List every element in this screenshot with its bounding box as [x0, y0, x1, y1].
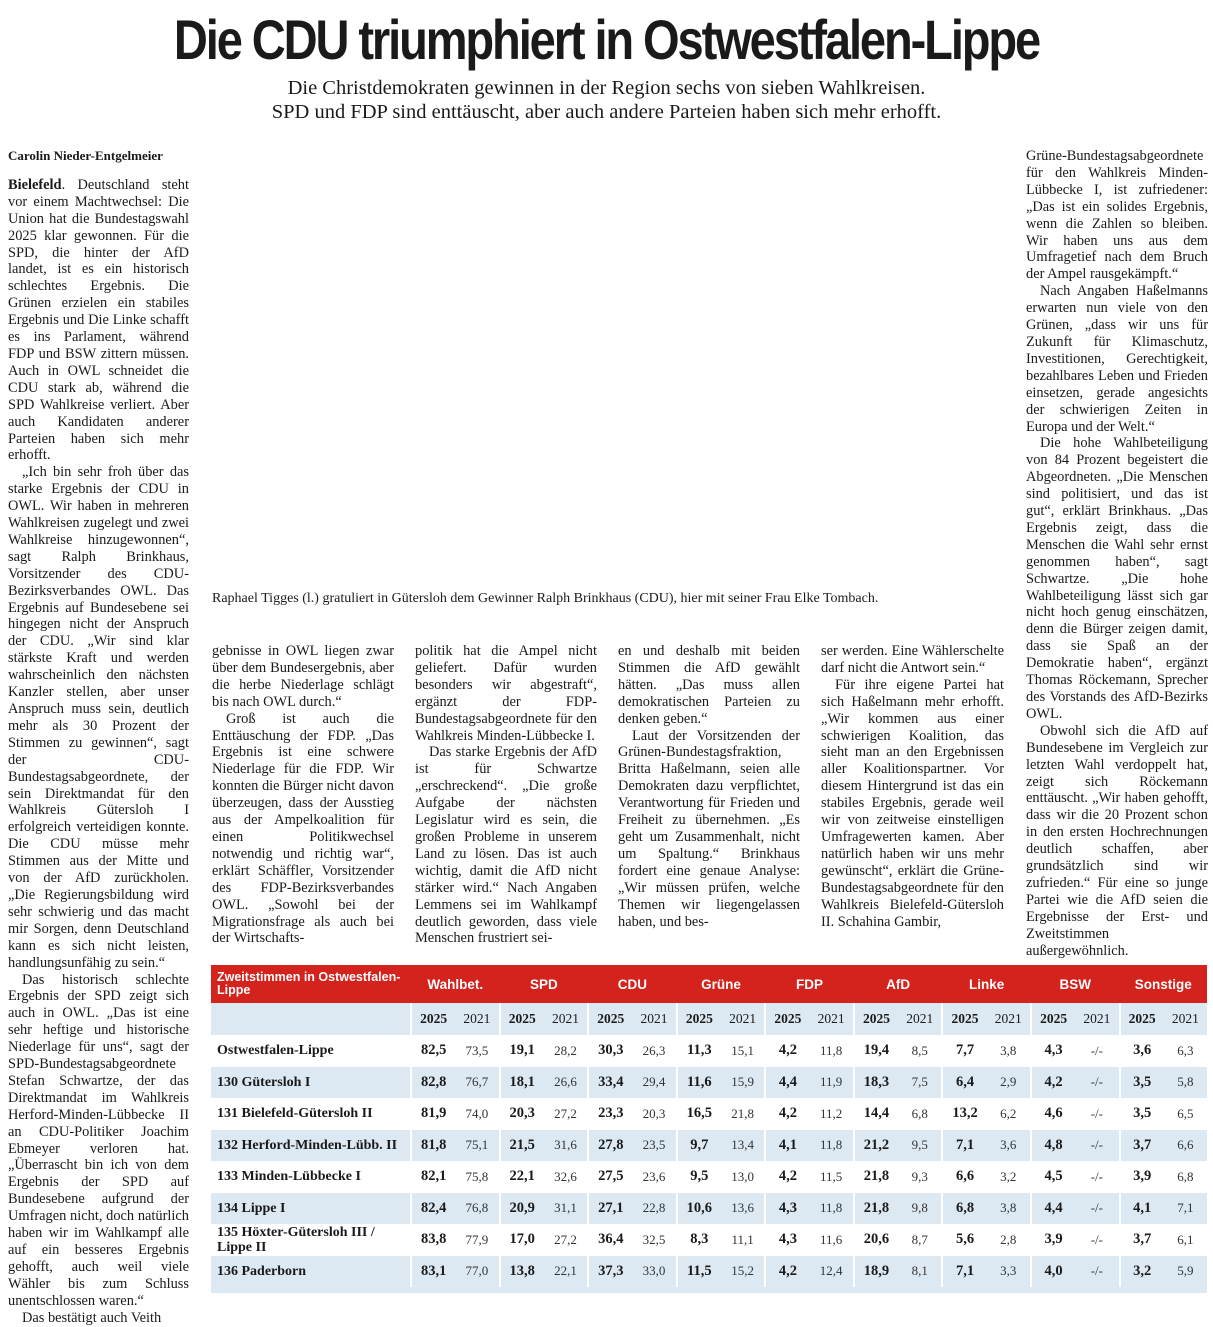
table-cell: 83,1	[411, 1256, 455, 1288]
table-cell: 75,1	[465, 1137, 489, 1153]
table-year-cell: 2025	[500, 1003, 544, 1035]
table-cell: 11,2	[820, 1105, 843, 1121]
table-cell: 12,4	[819, 1263, 843, 1279]
table-cell: -/-	[1090, 1042, 1103, 1058]
table-cell: 11,5	[820, 1168, 843, 1184]
table-cell: 20,3	[500, 1098, 544, 1130]
table-cell: 6,2	[1000, 1105, 1017, 1121]
table-year-cell: 2021	[463, 1011, 491, 1026]
table-cell: 27,2	[554, 1231, 577, 1247]
paragraph: politik hat die Ampel nicht geliefert. Dafür wurden besonders wir abgestraft“, ergänzt der FDP-Bundestagsabgeordnete für den Wahlkreis Minden-Lübbecke I.	[415, 643, 597, 744]
table-row-label: 136 Paderborn	[217, 1263, 307, 1279]
article-column-4	[618, 643, 800, 930]
table-cell: 15,9	[731, 1074, 754, 1090]
table-cell: 2,9	[1000, 1074, 1017, 1090]
table-cell: 4,2	[765, 1161, 809, 1193]
table-year-cell: 2025	[677, 1003, 721, 1035]
table-cell: 4,2	[765, 1098, 809, 1130]
table-cell: 6,6	[942, 1161, 986, 1193]
table-cell: 21,8	[731, 1105, 754, 1121]
table-cell: 13,0	[731, 1168, 754, 1184]
table-cell: 33,0	[642, 1263, 666, 1279]
table-cell: 18,3	[854, 1067, 898, 1099]
table-cell: 21,8	[854, 1161, 898, 1193]
table-cell: 22,1	[500, 1161, 544, 1193]
table-cell	[211, 1003, 411, 1035]
table-column-header: FDP	[796, 976, 824, 992]
paragraph: Das starke Ergebnis der AfD ist für Schwartze „erschreckend“. „Die große Aufgabe der nächsten Legislatur wird es sein, die großen Probleme in unserem Land zu lösen. Das ist auch wichtig, damit die AfD nicht stärker wird.“ Nach Angaben Lemmens sei im Wahlkampf deutlich geworden, dass viele Menschen frustriert sei-	[415, 744, 597, 947]
table-row-label: 130 Gütersloh I	[217, 1074, 311, 1090]
table-column-header: AfD	[886, 976, 911, 992]
table-cell: 20,3	[642, 1105, 666, 1121]
table-row-label: 132 Herford-Minden-Lübb. II	[217, 1137, 398, 1153]
paragraph: ser werden. Eine Wählerschelte darf nicht die Antwort sein.“	[821, 643, 1004, 676]
table-cell: 7,7	[942, 1035, 986, 1067]
table-cell: 20,6	[854, 1224, 898, 1256]
table-cell: 76,7	[465, 1074, 489, 1090]
table-cell: 27,5	[588, 1161, 632, 1193]
table-cell: 23,5	[642, 1137, 666, 1153]
dateline: Bielefeld	[8, 176, 62, 193]
table-cell: 82,5	[411, 1035, 455, 1067]
table-cell: 15,1	[731, 1042, 754, 1058]
table-cell: 3,8	[1000, 1042, 1017, 1058]
table-year-cell: 2025	[411, 1003, 455, 1035]
table-cell: 22,1	[554, 1263, 577, 1279]
table-cell: 22,8	[642, 1200, 666, 1216]
table-cell: 4,2	[765, 1256, 809, 1288]
table-column-header: Grüne	[701, 976, 741, 992]
table-cell: 3,5	[1120, 1098, 1164, 1130]
table-cell: 4,3	[1031, 1035, 1075, 1067]
table-year-cell: 2025	[1031, 1003, 1075, 1035]
table-cell: -/-	[1090, 1105, 1103, 1121]
paragraph: Für ihre eigene Partei hat sich Haßelmann mehr erhofft. „Wir kommen aus einer schwierigen Koalition, das sieht man an den Ergebnissen aller Koalitionspartner. Vor diesem Hintergrund ist das ein stabiles Ergebnis, gerade weil wir von zeitweise einstelligen Umfragewerten kamen. Aber natürlich haben wir uns mehr gewünscht“, erklärt die Grüne-Bundestagsabgeordnete für den Wahlkreis Bielefeld-Gütersloh II. Schahina Gambir,	[821, 676, 1004, 930]
table-cell: 4,3	[765, 1193, 809, 1225]
table-cell: 6,6	[1177, 1137, 1194, 1153]
table-cell: 23,3	[588, 1098, 632, 1130]
table-column-header: SPD	[529, 976, 558, 992]
table-row-label: Ostwestfalen-Lippe	[217, 1043, 334, 1059]
table-cell: 7,1	[942, 1130, 986, 1162]
table-year-cell: 2025	[942, 1003, 986, 1035]
table-cell: 10,6	[677, 1193, 721, 1225]
table-cell: 11,1	[731, 1231, 754, 1247]
table-row-label: 133 Minden-Lübbecke I	[217, 1169, 361, 1185]
table-cell: 6,8	[1177, 1168, 1194, 1184]
table-year-cell: 2025	[765, 1003, 809, 1035]
table-cell: 5,8	[1177, 1074, 1194, 1090]
table-bottom-band	[211, 1287, 1207, 1293]
table-column-header: CDU	[617, 976, 648, 992]
table-cell: 4,1	[1120, 1193, 1164, 1225]
table-cell: 19,1	[500, 1035, 544, 1067]
table-cell: 36,4	[588, 1224, 632, 1256]
table-cell: 3,8	[1000, 1200, 1017, 1216]
table-cell: -/-	[1090, 1231, 1103, 1247]
paragraph: Bielefeld. Deutschland steht vor einem Machtwechsel: Die Union hat die Bundestagswahl 2025 klar gewonnen. Für die SPD, die hinter der AfD landet, ist es ein historisch schlechtes Ergebnis. Die Grünen erzielen ein stabiles Ergebnis und Die Linke schafft es ins Parlament, während FDP und BSW zittern müssen. Auch in OWL schneidet die CDU stark ab, während die SPD Wahlkreise verliert. Aber auch Kandidaten anderer Parteien haben sich mehr erhofft.	[8, 176, 189, 464]
table-row	[211, 1224, 1207, 1256]
table-year-cell: 2021	[994, 1011, 1022, 1026]
table-cell: 32,6	[554, 1168, 577, 1184]
table-row	[211, 1161, 1207, 1193]
photo	[212, 148, 1007, 580]
table-cell: -/-	[1090, 1200, 1103, 1216]
table-cell: 3,7	[1120, 1224, 1164, 1256]
table-cell: 7,5	[911, 1074, 928, 1090]
author: Carolin Nieder-Entgelmeier	[8, 148, 163, 163]
table-cell: 5,9	[1177, 1263, 1194, 1279]
table-cell: 4,4	[765, 1067, 809, 1099]
table-cell: 75,8	[465, 1168, 489, 1184]
paragraph: Groß ist auch die Enttäuschung der FDP. „Das Ergebnis ist eine schwere Niederlage für die FDP. Wir konnten die Bürger nicht davon überzeugen, dass der Ausstieg aus der Ampelkoalition für einen Politikwechsel notwendig und richtig war“, erklärt Schäffler, Vorsitzender des FDP-Bezirksverbandes OWL. „Sowohl bei der Migrationsfrage als auch bei der Wirtschafts-	[212, 710, 394, 947]
table-cell: 5,6	[942, 1224, 986, 1256]
table-cell: 13,2	[942, 1098, 986, 1130]
table-cell: 11,6	[820, 1231, 843, 1247]
table-cell: 81,8	[411, 1130, 455, 1162]
table-cell: 6,3	[1177, 1042, 1194, 1058]
table-cell: -/-	[1090, 1168, 1103, 1184]
table-cell: 8,7	[911, 1231, 928, 1247]
table-cell: 19,4	[854, 1035, 898, 1067]
table-cell: 4,2	[1031, 1067, 1075, 1099]
table-cell: 3,2	[1000, 1168, 1017, 1184]
table-year-cell: 2021	[551, 1011, 579, 1026]
table-cell: 3,5	[1120, 1067, 1164, 1099]
table-cell: 29,4	[642, 1074, 666, 1090]
table-cell: 6,5	[1177, 1105, 1194, 1121]
table-row	[211, 1130, 1207, 1162]
table-cell: -/-	[1090, 1263, 1103, 1279]
table-cell: 81,9	[411, 1098, 455, 1130]
table-cell: 83,8	[411, 1224, 455, 1256]
table-cell: 31,1	[554, 1200, 577, 1216]
table-cell: 8,3	[677, 1224, 721, 1256]
table-cell: 3,6	[1120, 1035, 1164, 1067]
table-cell: 4,3	[765, 1224, 809, 1256]
table-column-header: Sonstige	[1134, 976, 1192, 992]
table-cell: 11,8	[820, 1200, 843, 1216]
table-cell: 3,6	[1000, 1137, 1017, 1153]
table-year-cell: 2025	[1120, 1003, 1164, 1035]
table-cell: 4,4	[1031, 1193, 1075, 1225]
table-cell: 3,9	[1031, 1224, 1075, 1256]
table-cell: 20,9	[500, 1193, 544, 1225]
table-cell: 4,6	[1031, 1098, 1075, 1130]
subhead	[0, 76, 1213, 124]
table-cell: 77,9	[465, 1231, 489, 1247]
table-cell: 9,5	[677, 1161, 721, 1193]
table-year-cell: 2021	[817, 1011, 845, 1026]
table-year-cell: 2021	[1083, 1011, 1111, 1026]
table-cell: 30,3	[588, 1035, 632, 1067]
table-cell: 14,4	[854, 1098, 898, 1130]
table-column-header: Wahlbet.	[427, 976, 484, 992]
table-cell: 77,0	[465, 1263, 489, 1279]
table-cell: 33,4	[588, 1067, 632, 1099]
table-year-cell: 2021	[729, 1011, 757, 1026]
table-cell: 3,9	[1120, 1161, 1164, 1193]
table-cell: 17,0	[500, 1224, 544, 1256]
table-cell: 6,1	[1177, 1231, 1194, 1247]
table-cell: 9,5	[911, 1137, 928, 1153]
table-row-label: 135 Höxter-Gütersloh III / Lippe II	[217, 1224, 375, 1255]
table-cell: -/-	[1090, 1137, 1103, 1153]
table-cell: 3,2	[1120, 1256, 1164, 1288]
table-cell: 4,1	[765, 1130, 809, 1162]
table-year-row	[211, 1003, 1207, 1035]
table-cell: 3,3	[1000, 1263, 1017, 1279]
table-cell: 9,7	[677, 1130, 721, 1162]
article-column-5	[821, 643, 1004, 930]
table-cell: 32,5	[642, 1231, 666, 1247]
paragraph: Das historisch schlechte Ergebnis der SPD zeigt sich auch in OWL. „Das ist eine sehr heftige und historische Niederlage für uns“, sagt der SPD-Bundestagsabgeordnete Stefan Schwartze, der das Direktmandat im Wahlkreis Herford-Minden-Lübbecke II an CDU-Politiker Joachim Ebmeyer verloren hat. „Überrascht bin ich von dem Ergebnis der SPD auf Bundesebene aufgrund der Umfragen nicht, doch natürlich haben wir im Wahlkampf alle auf ein besseres Ergebnis gehofft, auch weil viele Wähler bis zum Schluss unentschlossen waren.“	[8, 971, 189, 1309]
table-cell: 4,5	[1031, 1161, 1075, 1193]
table-row-label: 131 Bielefeld-Gütersloh II	[217, 1106, 373, 1122]
paragraph: en und deshalb mit beiden Stimmen die AfD gewählt hätten. „Das muss allen demokratischen Parteien zu denken geben.“	[618, 643, 800, 727]
table-cell: 2,8	[1000, 1231, 1017, 1247]
results-table	[211, 965, 1207, 1287]
table-cell: 27,2	[554, 1105, 577, 1121]
table-cell: -/-	[1090, 1074, 1103, 1090]
table-cell: 18,1	[500, 1067, 544, 1099]
table-cell: 31,6	[554, 1137, 577, 1153]
table-row	[211, 1193, 1207, 1225]
table-year-cell: 2025	[588, 1003, 632, 1035]
table-cell: 21,5	[500, 1130, 544, 1162]
article-column-6	[1026, 148, 1208, 960]
table-cell: 27,1	[588, 1193, 632, 1225]
table-cell: 11,6	[677, 1067, 721, 1099]
table-row-label: 134 Lippe I	[217, 1200, 286, 1216]
paragraph: gebnisse in OWL liegen zwar über dem Bundesergebnis, aber die herbe Niederlage schlägt bis nach OWL durch.“	[212, 643, 394, 710]
table-cell: 4,8	[1031, 1130, 1075, 1162]
table-row	[211, 1098, 1207, 1130]
table-row	[211, 1067, 1207, 1099]
table-row	[211, 1256, 1207, 1288]
paragraph: Laut der Vorsitzenden der Grünen-Bundestagsfraktion, Britta Haßelmann, seien alle Demokraten dazu verpflichtet, Verantwortung für Frieden und Freiheit zu übernehmen. „Es geht um Zusammenhalt, nicht um Spaltung.“ Brinkhaus fordert eine genaue Analyse: „Wir müssen prüfen, welche Themen wir liegengelassen haben, und bes-	[618, 727, 800, 930]
table-cell: 11,3	[677, 1035, 721, 1067]
table-cell: 82,8	[411, 1067, 455, 1099]
table-cell: 7,1	[1177, 1200, 1194, 1216]
subhead-line: SPD und FDP sind enttäuscht, aber auch andere Parteien haben sich mehr erhofft.	[271, 101, 942, 123]
table-cell: 11,8	[820, 1137, 843, 1153]
table-cell: 13,8	[500, 1256, 544, 1288]
table-header-row	[211, 965, 1207, 1003]
table-cell: 4,0	[1031, 1256, 1075, 1288]
table-year-cell: 2025	[854, 1003, 898, 1035]
paragraph: Grüne-Bundestagsabgeordnete für den Wahlkreis Minden-Lübbecke I, ist zufriedener: „Das ist ein solides Ergebnis, wenn die Zahlen so bleiben. Wir haben uns aus dem Umfragetief nach dem Bruch der Ampel rausgekämpft.“	[1026, 148, 1208, 283]
table-cell: 9,3	[911, 1168, 928, 1184]
paragraph: Die hohe Wahlbeteiligung von 84 Prozent begeistert die Abgeordneten. „Die Menschen sind politisiert, und das ist gut“, erklärt Brinkhaus. „Das Ergebnis zeigt, dass die Menschen die Wahl sehr ernst genommen haben“, sagt Schwartze. „Die hohe Wahlbeteiligung lässt sich gar nicht hoch genug einschätzen, denn die Bürger zeigen damit, dass sie Spaß an der Demokratie haben“, ergänzt Thomas Röckemann, Sprecher des Vorstands des AfD-Bezirks OWL.	[1026, 435, 1208, 722]
table-row	[211, 1035, 1207, 1067]
table-cell: 37,3	[588, 1256, 632, 1288]
headline: Die CDU triumphiert in Ostwestfalen-Lippe	[173, 8, 1040, 71]
table-cell: 82,4	[411, 1193, 455, 1225]
table-cell: 8,1	[911, 1263, 928, 1279]
table-cell: 11,9	[820, 1074, 843, 1090]
table-cell: 73,5	[465, 1042, 489, 1058]
table-cell: 21,2	[854, 1130, 898, 1162]
table-cell: 21,8	[854, 1193, 898, 1225]
table-cell: 82,1	[411, 1161, 455, 1193]
table-cell: 76,8	[465, 1200, 489, 1216]
table-year-cell: 2021	[640, 1011, 668, 1026]
photo-caption: Raphael Tigges (l.) gratuliert in Gütersloh dem Gewinner Ralph Brinkhaus (CDU), hier mit seiner Frau Elke Tombach.	[212, 591, 879, 606]
paragraph: Nach Angaben Haßelmanns erwarten nun viele von den Grünen, „dass wir uns für Zukunft für Klimaschutz, Investitionen, Gerechtigkeit, bezahlbares Leben und Frieden einsetzen, gerade angesichts der schwierigen Zeiten in Europa und der Welt.“	[1026, 283, 1208, 435]
table-year-cell: 2021	[906, 1011, 934, 1026]
table-cell: 11,5	[677, 1256, 721, 1288]
table-cell: 9,8	[911, 1200, 928, 1216]
table-column-header: BSW	[1059, 976, 1091, 992]
table-cell: 6,8	[911, 1105, 928, 1121]
table-column-header: Linke	[969, 976, 1005, 992]
subhead-line: Die Christdemokraten gewinnen in der Region sechs von sieben Wahlkreisen.	[287, 77, 926, 99]
paragraph: „Ich bin sehr froh über das starke Ergebnis der CDU in OWL. Wir haben in mehreren Wahlkreisen zugelegt und zwei Wahlkreise hinzugewonnen“, sagt Ralph Brinkhaus, Vorsitzender des CDU-Bezirksverbandes OWL. Das Ergebnis auf Bundesebene sei hingegen nicht der Anspruch der CDU. „Wir sind klar stärkste Kraft und werden wahrscheinlich den nächsten Kanzler stellen, aber unser Anspruch muss sein, deutlich mehr als 30 Prozent der Stimmen zu gewinnen“, sagt der CDU-Bundestagsabgeordnete, der sein Direktmandat für den Wahlkreis Gütersloh I erfolgreich verteidigen konnte. Die CDU müsse mehr Stimmen aus der Mitte und von der AfD zurückholen. „Die Regierungsbildung wird sehr schwierig und das macht mir Sorgen, denn Deutschland kann es sich nicht leisten, handlungsunfähig zu sein.“	[8, 464, 189, 971]
table-cell: 7,1	[942, 1256, 986, 1288]
table-cell: 74,0	[465, 1105, 489, 1121]
table-cell: 4,2	[765, 1035, 809, 1067]
table-cell: 13,6	[731, 1200, 754, 1216]
table-cell: 27,8	[588, 1130, 632, 1162]
table-cell: 18,9	[854, 1256, 898, 1288]
article-column-2	[212, 643, 394, 947]
table-cell: 15,2	[731, 1263, 754, 1279]
table-cell: 6,4	[942, 1067, 986, 1099]
table-cell: 8,5	[911, 1042, 928, 1058]
article-column-1	[8, 148, 189, 1327]
table-cell: 26,6	[554, 1074, 577, 1090]
table-cell: 26,3	[642, 1042, 666, 1058]
paragraph: Obwohl sich die AfD auf Bundesebene im Vergleich zur letzten Wahl verdoppelt hat, zeigt sich Röckemann enttäuscht. „Wir haben gehofft, dass wir die 20 Prozent schon in den ersten Hochrechnungen deutlich schaffen, aber grundsätzlich sind wir zufrieden.“ Für eine so junge Partei wie die AfD seien die Ergebnisse der Erst- und Zweitstimmen außergewöhnlich.	[1026, 722, 1208, 959]
table-cell: 23,6	[642, 1168, 666, 1184]
article-column-3	[415, 643, 597, 947]
table-cell: 13,4	[731, 1137, 754, 1153]
table-title: Zweitstimmen in Ostwestfalen-Lippe	[217, 970, 401, 997]
table-cell: 3,7	[1120, 1130, 1164, 1162]
table-cell: 11,8	[820, 1042, 843, 1058]
table-cell: 6,8	[942, 1193, 986, 1225]
paragraph: Das bestätigt auch Veith	[22, 1309, 162, 1326]
table-year-cell: 2021	[1171, 1011, 1199, 1026]
table-cell: 28,2	[554, 1042, 577, 1058]
table-cell: 16,5	[677, 1098, 721, 1130]
